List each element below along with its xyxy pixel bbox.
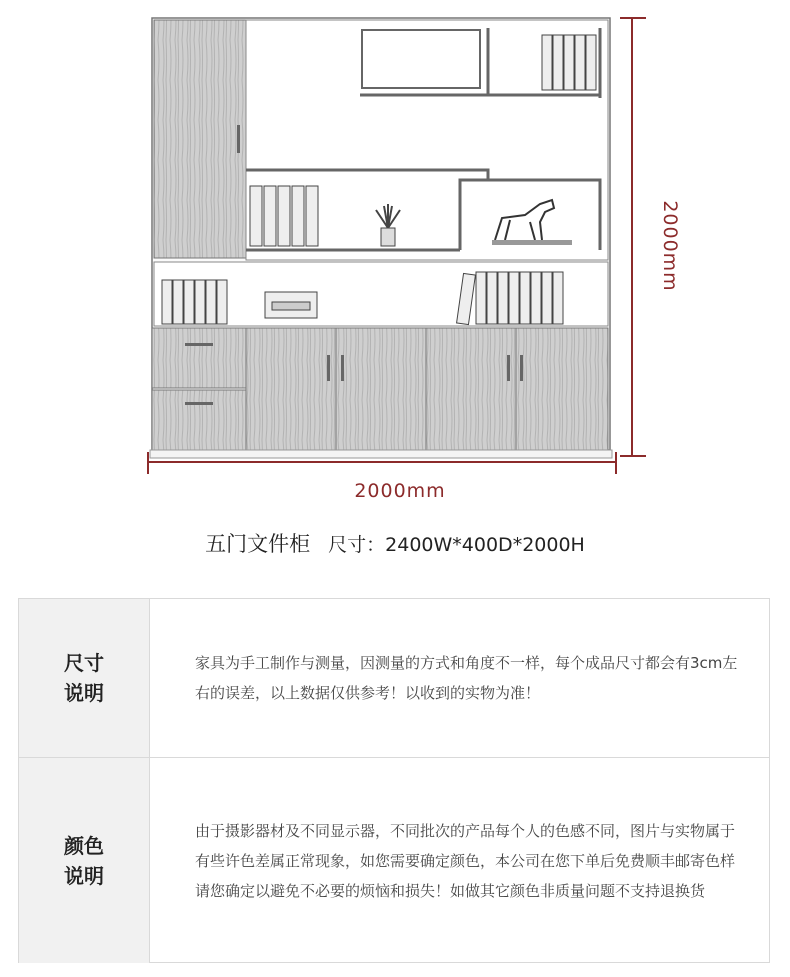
left-tall-door (154, 20, 246, 258)
lower-door-4 (516, 328, 608, 450)
drawer-bottom-handle (185, 402, 213, 405)
size-note-text: 家具为手工制作与测量，因测量的方式和角度不一样，每个成品尺寸都会有3cm左右的误差，以上数据仅供参考！以收到的实物为准！ (195, 654, 738, 702)
binder-group-middle (250, 186, 318, 246)
binder-group-top (542, 35, 596, 90)
product-caption (0, 528, 790, 558)
color-note-label: 颜色 说明 (19, 758, 150, 963)
size-note-row (19, 599, 769, 758)
drawer-top-handle (185, 343, 213, 346)
height-dimension-line (620, 18, 646, 456)
lower-door-2 (336, 328, 426, 450)
size-note-label: 尺寸 说明 (19, 599, 150, 757)
drawer-top (152, 328, 246, 388)
printer (265, 292, 317, 318)
color-note-text: 由于摄影器材及不同显示器，不同批次的产品每个人的色感不同，图片与实物属于有些许色差属正常现象，如您需要确定颜色，本公司在您下单后免费顺丰邮寄色样请您确定以避免不必要的烦恼和损失！如做其它颜色非质量问题不支持退换货 (195, 821, 736, 900)
color-note-row (19, 758, 769, 963)
product-name: 五门文件柜 (205, 532, 311, 556)
product-size: 尺寸：2400W*400D*2000H (328, 534, 585, 556)
top-window-panel (362, 30, 480, 88)
height-dimension-label: 2000mm (659, 200, 681, 292)
info-table (18, 598, 770, 963)
binder-group-left (162, 280, 227, 324)
lower-door-3 (426, 328, 516, 450)
base-plinth (150, 450, 612, 458)
width-dimension-label: 2000mm (354, 480, 446, 502)
drawer-bottom (152, 390, 246, 450)
left-tall-door-handle (237, 125, 240, 153)
lower-door-1 (246, 328, 336, 450)
